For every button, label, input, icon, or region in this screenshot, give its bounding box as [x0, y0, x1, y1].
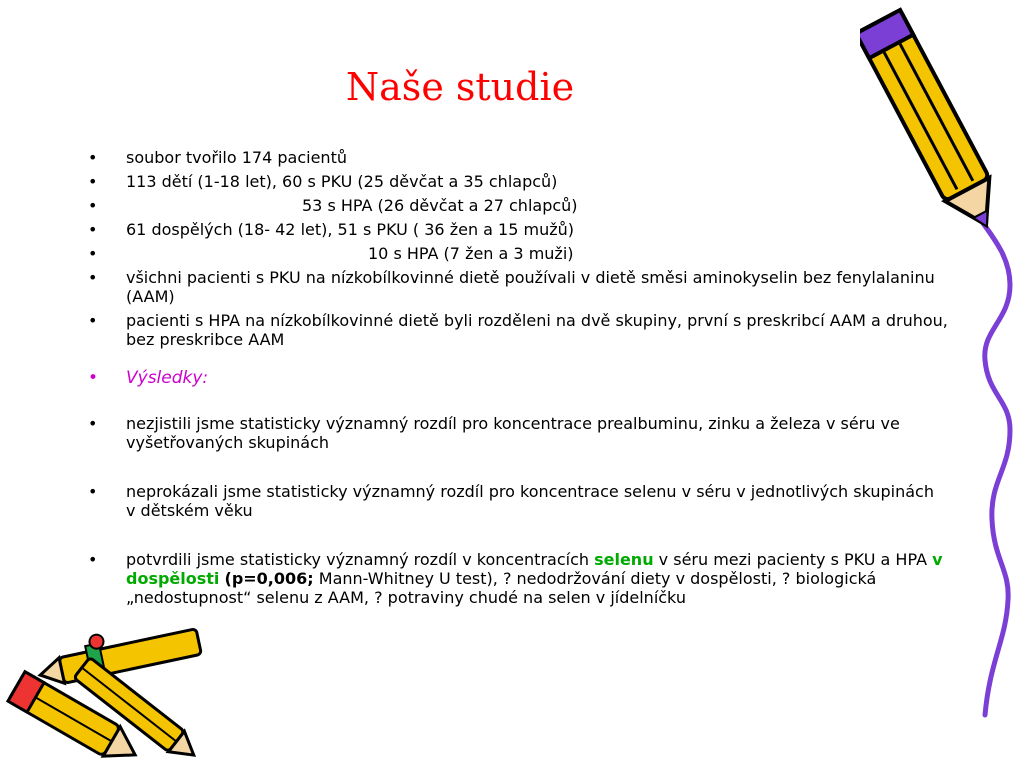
bullet-item: • soubor tvořilo 174 pacientů [88, 148, 948, 167]
bullet-text: Mann-Whitney U test), ? nedodržování diety v dospělosti, ? biologická „nedostupnost“ selenu z AAM, ? potraviny chudé na selen v jídelníčku [126, 569, 877, 607]
bullet-item: • neprokázali jsme statisticky významný rozdíl pro koncentrace selenu v séru v jednotlivých skupinách v dětském věku [88, 482, 948, 520]
bullet-item [88, 550, 948, 607]
bullet-item: • 113 dětí (1-18 let), 60 s PKU (25 děvčat a 35 chlapců) [88, 172, 948, 191]
bullet-item: • všichni pacienti s PKU na nízkobílkovinné dietě používali v dietě směsi aminokyselin bez fenylalaninu (AAM) [88, 268, 948, 306]
bullet-item: • pacienti s HPA na nízkobílkovinné dietě byli rozděleni na dvě skupiny, první s preskribcí AAM a druhou, bez preskribce AAM [88, 311, 948, 349]
bullet-item: • 10 s HPA (7 žen a 3 muži) [88, 244, 948, 263]
bullet-list [88, 148, 948, 612]
results-heading: • Výsledky: [88, 369, 948, 388]
pencil-clipart-right [860, 0, 1024, 720]
bullet-item: • 53 s HPA (26 děvčat a 27 chlapců) [88, 196, 948, 215]
bullet-text: v séru mezi pacienty s PKU a HPA [653, 550, 933, 569]
p-value: (p=0,006; [224, 569, 314, 588]
slide-title: Naše studie [345, 65, 575, 109]
bullet-item: • 61 dospělých (18- 42 let), 51 s PKU ( 36 žen a 15 mužů) [88, 220, 948, 239]
bullet-item: • nezjistili jsme statisticky významný rozdíl pro koncentrace prealbuminu, zinku a železa v séru ve vyšetřovaných skupinách [88, 414, 948, 452]
highlight-selenu: selenu [594, 550, 654, 569]
highlight-dospelosti: v dospělosti [126, 550, 943, 588]
pencils-clipart-left [0, 615, 215, 765]
bullet-text: potvrdili jsme statisticky významný rozdíl v koncentracích [126, 550, 595, 569]
